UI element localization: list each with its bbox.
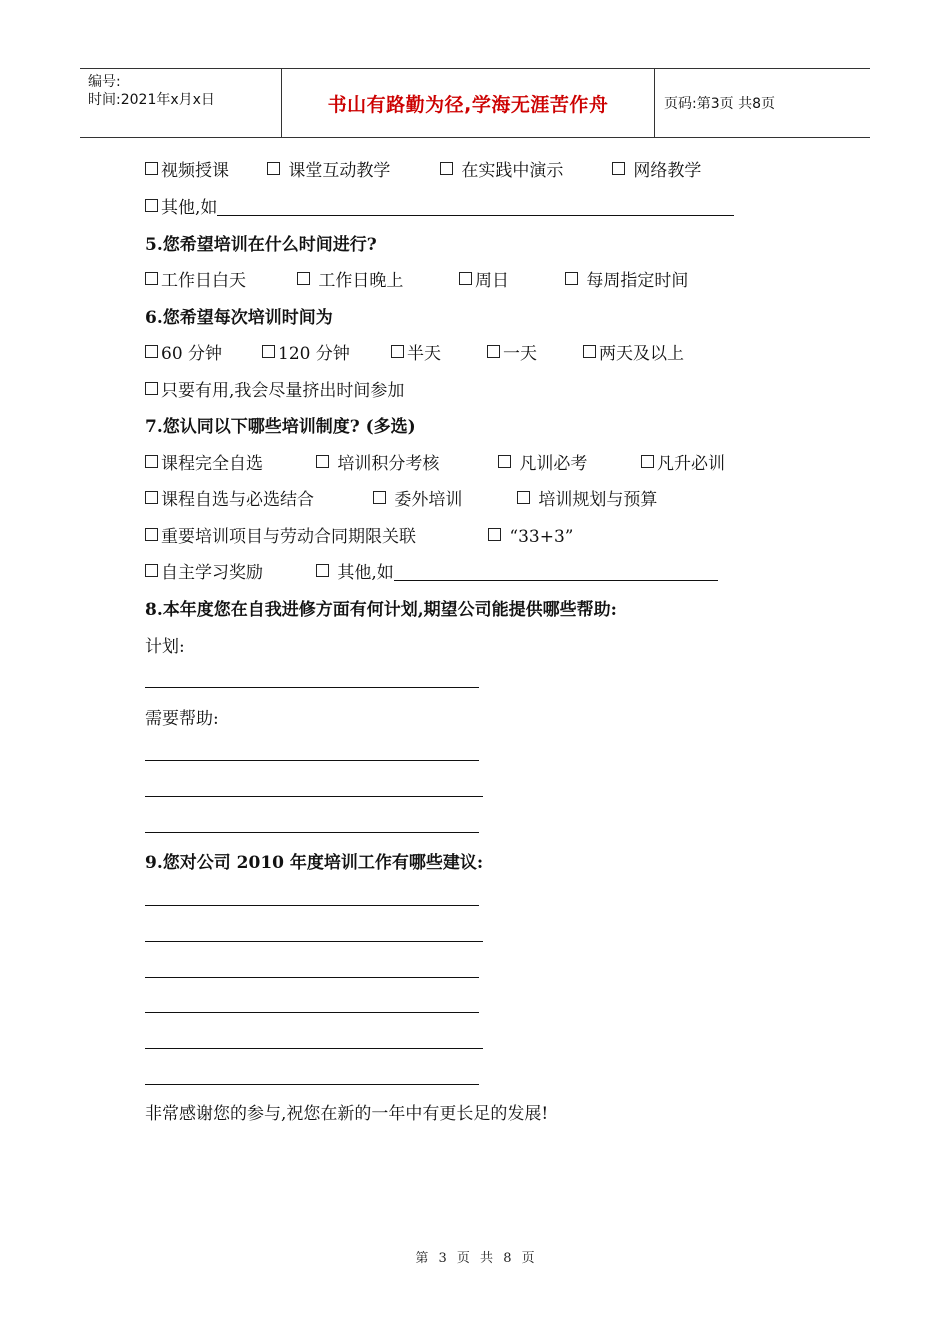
checkbox-icon[interactable] <box>565 272 578 285</box>
checkbox-option[interactable]: 在实践中演示 <box>440 160 563 182</box>
checkbox-icon[interactable] <box>145 345 158 358</box>
checkbox-icon[interactable] <box>262 345 275 358</box>
checkbox-icon[interactable] <box>316 564 329 577</box>
answer-line[interactable] <box>145 1084 479 1085</box>
checkbox-option[interactable]: 课程完全自选 <box>145 453 263 475</box>
fill-in-blank[interactable] <box>394 562 718 581</box>
checkbox-option[interactable]: 培训积分考核 <box>316 453 439 475</box>
checkbox-icon[interactable] <box>391 345 404 358</box>
answer-line[interactable] <box>145 941 483 942</box>
q6-options-row <box>145 343 845 365</box>
page-footer: 第 3 页 共 8 页 <box>415 1251 535 1266</box>
checkbox-option[interactable]: 一天 <box>487 343 537 365</box>
header-info <box>88 73 215 109</box>
checkbox-icon[interactable] <box>641 455 654 468</box>
checkbox-option[interactable]: 网络教学 <box>612 160 701 182</box>
checkbox-option[interactable]: 重要培训项目与劳动合同期限关联 <box>145 526 416 548</box>
answer-line[interactable] <box>145 1048 483 1049</box>
q7-options-row <box>145 453 845 475</box>
answer-line[interactable] <box>145 760 479 761</box>
checkbox-option[interactable]: 委外培训 <box>373 489 462 511</box>
answer-line[interactable] <box>145 977 479 978</box>
question-6-title: 6.您希望每次培训时间为 <box>145 308 333 328</box>
checkbox-option[interactable]: 120 分钟 <box>262 343 350 365</box>
checkbox-icon[interactable] <box>145 455 158 468</box>
question-9-title: 9.您对公司 2010 年度培训工作有哪些建议: <box>145 853 484 873</box>
q4-options-row <box>145 160 845 182</box>
checkbox-option[interactable]: 其他,如 <box>316 562 718 584</box>
checkbox-option[interactable]: 周日 <box>459 270 509 292</box>
header-page-number: 页码:第3页 共8页 <box>664 96 775 112</box>
checkbox-option[interactable]: 60 分钟 <box>145 343 222 365</box>
checkbox-option[interactable]: 课堂互动教学 <box>267 160 390 182</box>
doc-date: 时间:2021年x月x日 <box>88 92 215 108</box>
q7-options-row <box>145 489 845 511</box>
checkbox-option[interactable]: 工作日晚上 <box>297 270 403 292</box>
answer-line[interactable] <box>145 687 479 688</box>
checkbox-option[interactable]: 凡训必考 <box>498 453 587 475</box>
checkbox-icon[interactable] <box>145 162 158 175</box>
checkbox-icon[interactable] <box>145 382 158 395</box>
checkbox-option[interactable]: 工作日白天 <box>145 270 246 292</box>
plan-label: 计划: <box>145 637 185 657</box>
answer-line[interactable] <box>145 832 479 833</box>
checkbox-icon[interactable] <box>373 491 386 504</box>
answer-line[interactable] <box>145 796 483 797</box>
question-8-title: 8.本年度您在自我进修方面有何计划,期望公司能提供哪些帮助: <box>145 600 617 620</box>
doc-number-label: 编号: <box>88 74 121 90</box>
closing-message: 非常感谢您的参与,祝您在新的一年中有更长足的发展! <box>145 1104 549 1124</box>
checkbox-icon[interactable] <box>297 272 310 285</box>
checkbox-icon[interactable] <box>487 345 500 358</box>
checkbox-icon[interactable] <box>583 345 596 358</box>
checkbox-icon[interactable] <box>498 455 511 468</box>
question-5-title: 5.您希望培训在什么时间进行? <box>145 235 377 255</box>
checkbox-icon[interactable] <box>459 272 472 285</box>
q7-options-row <box>145 526 845 548</box>
checkbox-option[interactable]: 每周指定时间 <box>565 270 688 292</box>
checkbox-option[interactable]: 培训规划与预算 <box>517 489 657 511</box>
question-7-title: 7.您认同以下哪些培训制度? (多选) <box>145 417 416 437</box>
checkbox-option[interactable]: 只要有用,我会尽量挤出时间参加 <box>145 380 404 402</box>
checkbox-icon[interactable] <box>440 162 453 175</box>
checkbox-option[interactable]: 半天 <box>391 343 441 365</box>
checkbox-icon[interactable] <box>488 528 501 541</box>
q7-options-row <box>145 562 845 584</box>
checkbox-icon[interactable] <box>316 455 329 468</box>
checkbox-icon[interactable] <box>612 162 625 175</box>
help-label: 需要帮助: <box>145 709 219 729</box>
checkbox-option[interactable]: 凡升必训 <box>641 453 725 475</box>
checkbox-icon[interactable] <box>267 162 280 175</box>
checkbox-icon[interactable] <box>145 491 158 504</box>
page-header <box>80 68 870 138</box>
fill-in-blank[interactable] <box>217 197 734 216</box>
checkbox-option[interactable]: 视频授课 <box>145 160 229 182</box>
checkbox-option[interactable]: 自主学习奖励 <box>145 562 263 584</box>
checkbox-icon[interactable] <box>145 199 158 212</box>
q4-other-row: 其他,如 <box>145 197 734 219</box>
answer-line[interactable] <box>145 1012 479 1013</box>
header-motto: 书山有路勤为径,学海无涯苦作舟 <box>327 93 609 116</box>
checkbox-icon[interactable] <box>145 564 158 577</box>
checkbox-icon[interactable] <box>145 528 158 541</box>
answer-line[interactable] <box>145 905 479 906</box>
checkbox-icon[interactable] <box>145 272 158 285</box>
checkbox-option[interactable]: 课程自选与必选结合 <box>145 489 314 511</box>
checkbox-option[interactable]: 两天及以上 <box>583 343 684 365</box>
checkbox-option[interactable]: “33+3” <box>488 526 573 548</box>
q5-options-row <box>145 270 845 292</box>
checkbox-icon[interactable] <box>517 491 530 504</box>
header-divider <box>654 69 655 137</box>
